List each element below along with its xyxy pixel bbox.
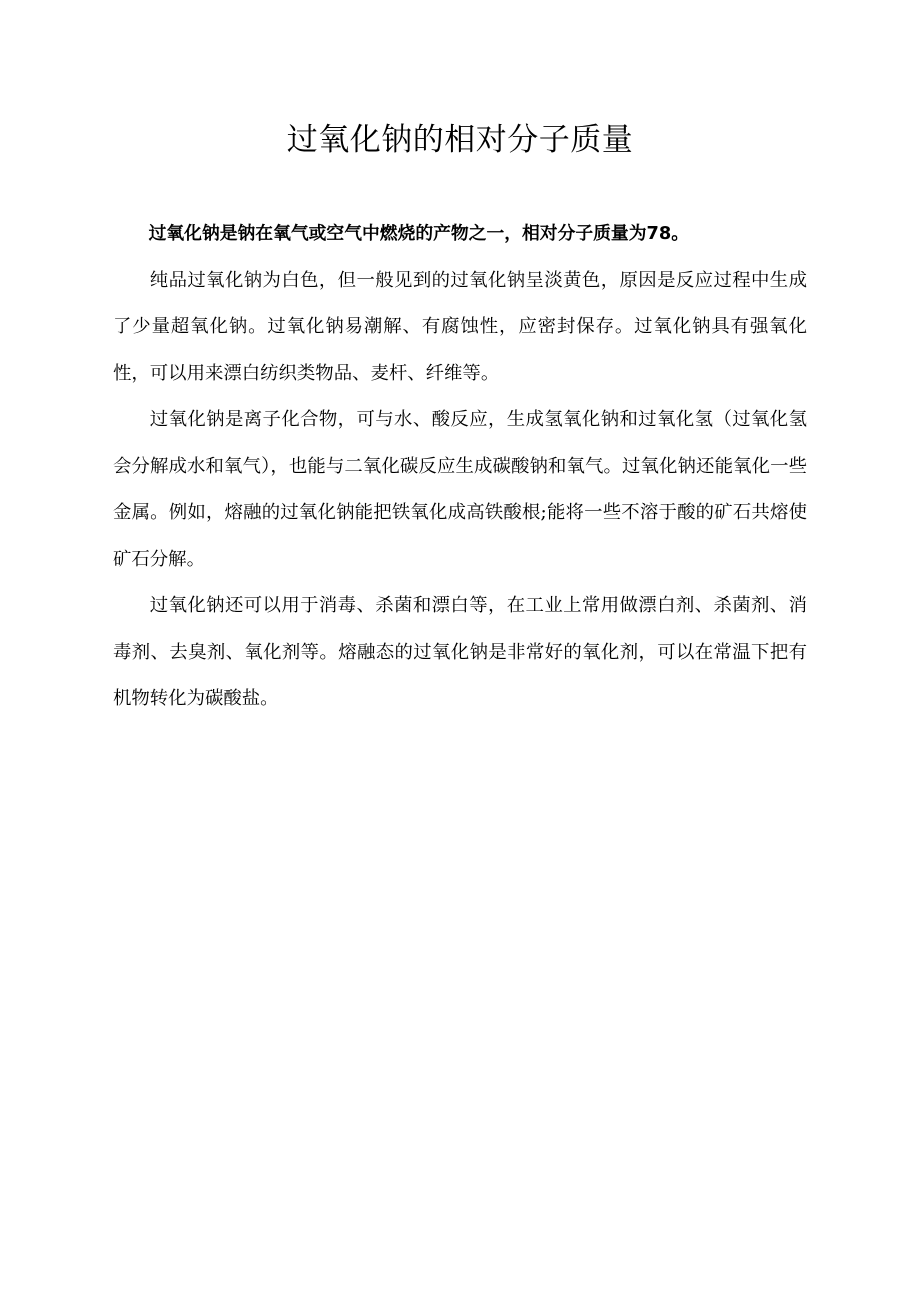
paragraph-reactions: 过氧化钠是离子化合物，可与水、酸反应，生成氢氧化钠和过氧化氢（过氧化氢会分解成水和氧气），也能与二氧化碳反应生成碳酸钠和氧气。过氧化钠还能氧化一些金属。例如，熔融的过氧化钠能把铁氧化成高铁酸根;能将一些不溶于酸的矿石共熔使矿石分解。: [113, 409, 807, 570]
document-title: 过氧化钠的相对分子质量: [286, 122, 634, 158]
paragraph-appearance: 纯品过氧化钠为白色，但一般见到的过氧化钠呈淡黄色，原因是反应过程中生成了少量超氧化钠。过氧化钠易潮解、有腐蚀性，应密封保存。过氧化钠具有强氧化性，可以用来漂白纺织类物品、麦杆、纤维等。: [113, 269, 807, 384]
document-body: [113, 211, 807, 723]
paragraph-uses: 过氧化钠还可以用于消毒、杀菌和漂白等，在工业上常用做漂白剂、杀菌剂、消毒剂、去臭剂、氧化剂等。熔融态的过氧化钠是非常好的氧化剂，可以在常温下把有机物转化为碳酸盐。: [113, 595, 807, 709]
lead-paragraph: 过氧化钠是钠在氧气或空气中燃烧的产物之一，相对分子质量为78。: [148, 223, 689, 244]
